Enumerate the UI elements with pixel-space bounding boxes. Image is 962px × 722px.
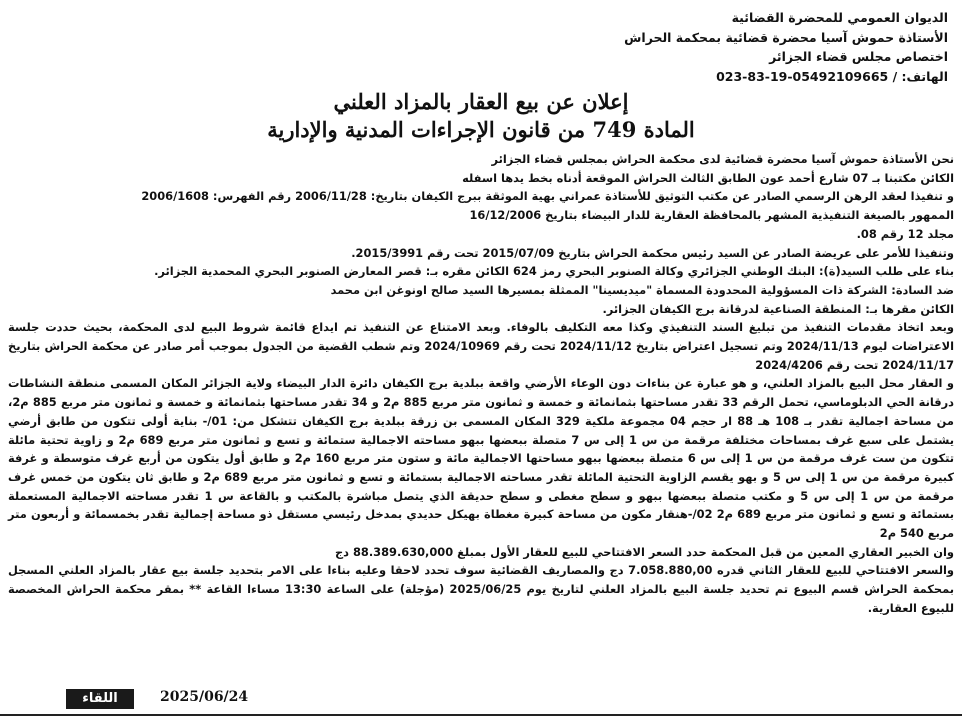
body-paragraph: الكائن مقرها بـ: المنطقة الصناعية لدرقانة برج الكيفان الجزائر. xyxy=(602,301,954,316)
title-article: المادة 749 من قانون الإجراءات المدنية والإدارية xyxy=(267,117,695,142)
footer-divider xyxy=(0,714,962,716)
newspaper-tag: اللقاء xyxy=(66,689,134,709)
body-paragraph: وان الخبير العقاري المعين من قبل المحكمة حدد السعر الافتتاحي للبيع للعقار الأول بمبلغ 88.389.630,000 دج xyxy=(334,544,954,559)
notice-title xyxy=(60,88,902,144)
phone-number: 023-83-19-05492109665 xyxy=(716,68,889,84)
publication-date: 2025/06/24 xyxy=(160,689,249,705)
body-paragraph: الممهور بالصيغة التنفيذية المشهر بالمحافظة العقارية للدار البيضاء بتاريخ 16/12/2006 xyxy=(469,208,954,223)
header-jurisdiction: اختصاص مجلس قضاء الجزائر xyxy=(769,49,948,64)
title-main: إعلان عن بيع العقار بالمزاد العلني xyxy=(333,89,629,114)
body-paragraph: والسعر الافتتاحي للبيع للعقار الثاني قدره 7.058.880,00 دج والمصاريف القضائية سوف تحدد لاحقا وعليه بناءا على الامر بتحديد جلسة بيع عقار بالمزاد العلني المسجل بمحكمة الحراش قسم البيوع تم تحديد جلسة البيع بالمزاد العلني لتاريخ يوم 2025/06/25 (مؤجلة) على الساعة 13:30 مساءا القاعة ** بمقر محكمة الحراش المخصصة للبيوع العقارية. xyxy=(8,563,954,615)
body-paragraph: وتنفيذا للأمر على عريضة الصادر عن السيد رئيس محكمة الحراش بتاريخ 2015/07/09 تحت رقم 2015/3991. xyxy=(351,245,954,260)
header-phone xyxy=(308,67,948,87)
body-paragraph: و العقار محل البيع بالمزاد العلني، و هو عبارة عن بناءات دون الوعاء الأرضي واقعة ببلدية برج الكيفان دائرة الدار البيضاء ولاية الجزائر المكان المسمى منطقة النشاطات درقانة الحي الدبلوماسي، تحمل الرقم 33 تقدر مساحتها بثمانمائة و خمسة و ثمانون متر مربع 885 م2 و 34 تقدر مساحتها بثمانمائة و خمسة و ثمانون متر مربع 885 م2، من مساحة اجمالية تقدر بـ 108 هـ 88 ار حجم 04 مجموعة ملكية 329 المكان المسمى بن زرقة ببلدية برج الكيفان تتشكل من: 01/- بناية أولى تتكون من طابق أرضي يشتمل على سبع غرف بمساحات مختلفة مرقمة من س 1 إلى س 7 متصلة ببعضها ببهو مساحته الاجمالية ستمائة و تسع و ثمانون متر مربع 689 م2 و زاوية تحتية مائلة تتكون من ست غرف مرقمة من س 1 إلى س 6 متصلة ببعضها ببهو مساحتها الاجمالية مائة و ستون متر مربع 160 م2 و طابق أول يتكون من أربع غرف متوسطة و غرفة كبيرة مرقمة من س 1 إلى س 5 و بهو يقسم الزاوية التحتية المائلة تقدر مساحته الاجمالية بستمائة و تسع و ثمانون متر مربع 689 م2 و طابق ثان يتكون من خمس غرف مرقمة من س 1 إلى س 5 و مكتب متصلة ببعضها ببهو و سطح مغطى و سطح حديقة الذي يتصل مباشرة بالمكتب و بالقاعة س 1 تقدر مساحته الاجمالية المستعملة بستمائة و تسع و ثمانون متر مربع 689 م2 02/-هنقار مكون من مساحة كبيرة مغطاة بهيكل حديدي بمدخل رئيسي مستقل ذو مساحة إجمالية تقدر بخمسمائة و أربعون متر مربع 540 م2 xyxy=(8,376,955,541)
body-paragraph: نحن الأستاذة حموش آسيا محضرة قضائية لدى محكمة الحراش بمجلس قضاء الجزائر xyxy=(491,152,954,166)
body-paragraph: الكائن مكتبنا بـ 07 شارع أحمد عون الطابق الثالث الحراش الموقعة أدناه بخط يدها اسفله xyxy=(462,170,954,185)
body-paragraph: بناء على طلب السيد(ة): البنك الوطني الجزائري وكالة الصنوبر البحري رمز 624 الكائن مقره بـ: قصر المعارض الصنوبر البحري المحمدية الجزائر. xyxy=(154,264,954,279)
body-paragraph: وبعد اتخاذ مقدمات التنفيذ من تبليغ السند التنفيذي وكذا معه التكليف بالوفاء. وبعد الامتناع عن التنفيذ تم ايداع قائمة شروط البيع لدى المحكمة، بحيث حددت جلسة الاعتراضات ليوم 2024/11/13 وتم تسجيل اعتراض بتاريخ 2024/11/12 تحت رقم 2024/10969 وتم شطب القضية من الجدول بموجب أمر صادر عن محكمة الحراش بتاريخ 2024/11/17 تحت رقم 2024/4206 xyxy=(8,320,954,372)
body-paragraph: مجلد 12 رقم 08. xyxy=(856,226,954,241)
body-paragraph: و تنفيذا لعقد الرهن الرسمي الصادر عن مكتب التوثيق للأستاذة عمراني بهية الموثقة ببرج الكيفان بتاريخ: 2006/11/28 رقم الفهرس: 2006/1608 xyxy=(141,189,954,204)
notice-header xyxy=(308,8,948,86)
header-office: الديوان العمومي للمحضرة القضائية xyxy=(731,10,948,25)
phone-label: الهاتف: / xyxy=(892,68,948,84)
body-paragraph: ضد السادة: الشركة ذات المسؤولية المحدودة المسماة "ميديسينا" الممثلة بمسيرها السيد صالح اونوغن ابن محمد xyxy=(330,282,954,297)
notice-body xyxy=(8,150,954,618)
header-bailiff: الأستاذة حموش آسيا محضرة قضائية بمحكمة الحراش xyxy=(624,29,948,45)
